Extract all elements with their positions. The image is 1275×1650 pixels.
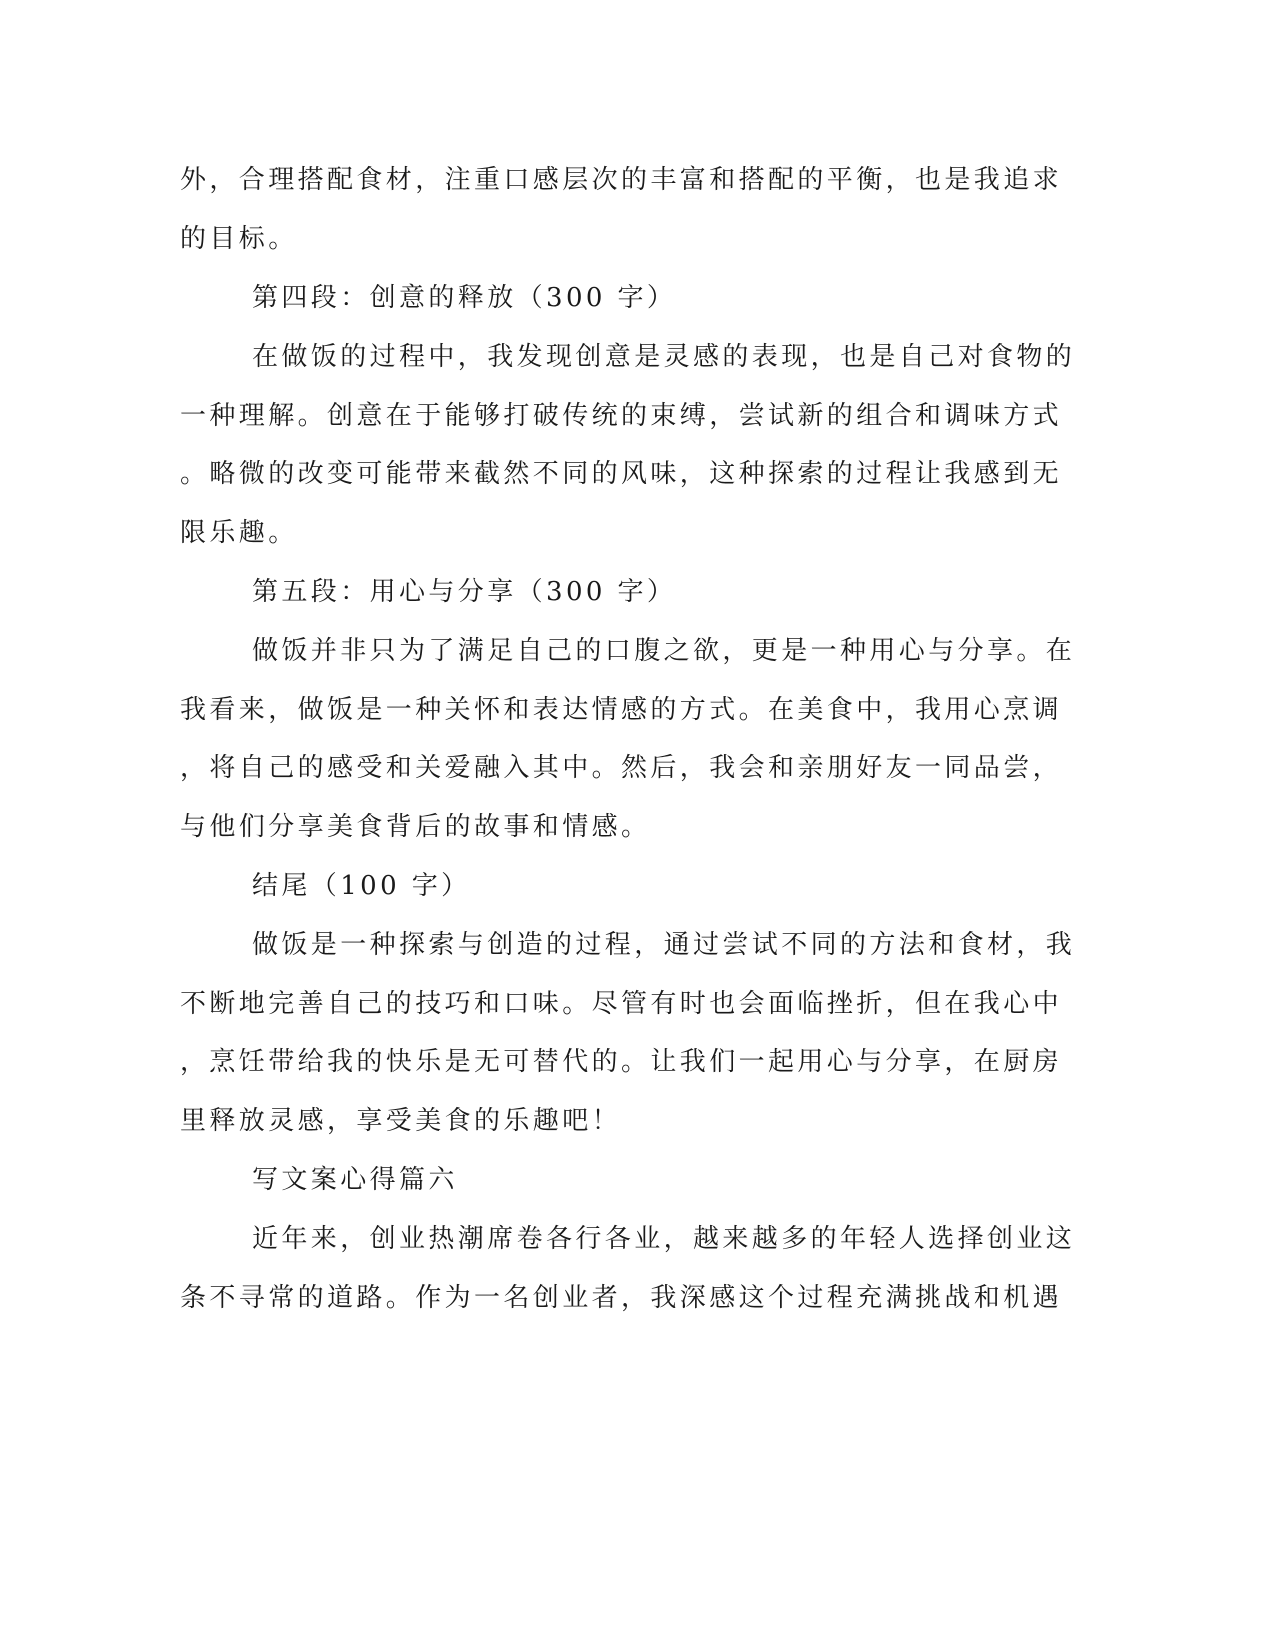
text-line: 做饭是一种探索与创造的过程，通过尝试不同的方法和食材，我: [252, 930, 1076, 960]
text-line: 做饭并非只为了满足自己的口腹之欲，更是一种用心与分享。在: [252, 636, 1076, 666]
text-line: 的目标。: [180, 224, 298, 254]
text-line: 。略微的改变可能带来截然不同的风味，这种探索的过程让我感到无: [180, 459, 1063, 489]
text-line: 限乐趣。: [180, 518, 298, 548]
section-heading: 写文案心得篇六: [252, 1165, 458, 1195]
text-line: 一种理解。创意在于能够打破传统的束缚，尝试新的组合和调味方式: [180, 401, 1063, 431]
text-line: 在做饭的过程中，我发现创意是灵感的表现，也是自己对食物的: [252, 342, 1076, 372]
text-line: 与他们分享美食背后的故事和情感。: [180, 812, 651, 842]
text-line: 我看来，做饭是一种关怀和表达情感的方式。在美食中，我用心烹调: [180, 695, 1063, 725]
text-line: ，将自己的感受和关爱融入其中。然后，我会和亲朋好友一同品尝，: [180, 753, 1063, 783]
text-line: 近年来，创业热潮席卷各行各业，越来越多的年轻人选择创业这: [252, 1224, 1076, 1254]
text-line: 不断地完善自己的技巧和口味。尽管有时也会面临挫折，但在我心中: [180, 989, 1063, 1019]
text-line: ，烹饪带给我的快乐是无可替代的。让我们一起用心与分享，在厨房: [180, 1047, 1063, 1077]
text-line: 条不寻常的道路。作为一名创业者，我深感这个过程充满挑战和机遇: [180, 1283, 1063, 1313]
text-line: 外，合理搭配食材，注重口感层次的丰富和搭配的平衡，也是我追求: [180, 165, 1063, 195]
text-line: 里释放灵感，享受美食的乐趣吧！: [180, 1106, 622, 1136]
section-heading: 第五段：用心与分享（300 字）: [252, 577, 677, 607]
section-heading: 结尾（100 字）: [252, 871, 471, 901]
section-heading: 第四段：创意的释放（300 字）: [252, 283, 677, 313]
